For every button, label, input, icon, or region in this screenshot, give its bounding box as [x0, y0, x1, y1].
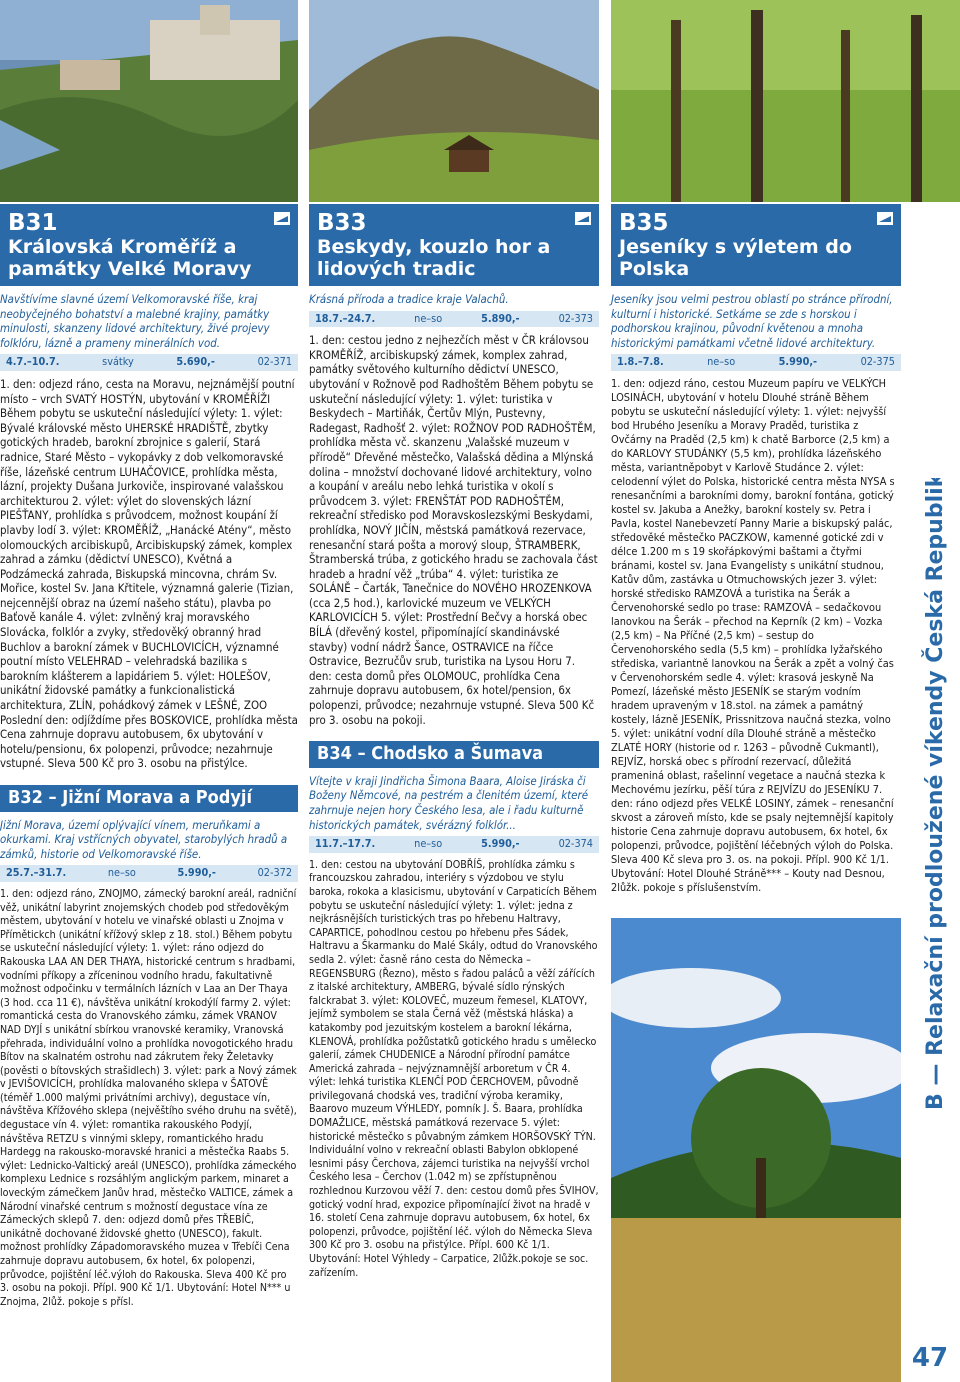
- b33-price: 5.890,-: [481, 311, 520, 325]
- b32-intro: Jižní Morava, území oplývající vínem, meruňkami a okurkami. Kraj vstřícných obyvatel, starobylých hradů a zámků, historie od Velkomoravské říše.: [0, 817, 288, 861]
- b33-ref: 02-373: [558, 311, 593, 325]
- b31-price: 5.690,-: [176, 355, 215, 369]
- b34-priceline: [309, 836, 599, 853]
- b32-program: 1. den: odjezd ráno, ZNOJMO, zámecký barokní areál, radniční věž, unikátní labyrint znojemských chodeb pod středověkým městem, ubytování v hotelu ve vinařské oblasti u Znojma v Přímětickch (unikátní křížový sklep z 18. stol.) Během pobytu se uskuteční následující výlety: 1. výlet: ráno odjezd do Rakouska LAA AN DER THAYA, historické centrum s hradbami, vodními příkopy a zříceninou vodního hradu, fakultativně možnost odpočinku v termálních lázních v Laa an Der Thaya (3 hod. cca 11 €), návštěva unikátní krokodýlí farmy 2. výlet: romantická cesta do Vranovského zámku, zámek VRANOV NAD DYJÍ s unikátní sbírkou vranovské keramiky, Vranovská přehrada, individuální volno a prohlídka novogotického hradu Bítov na skalnatém ostrohu nad zákrutem řeky Želetavky (pověsti o bítovských strašidlech) 3. výlet: park a Nový zámek v JEVIŠOVICÍCH, prohlídka malovaného sklepa v ŠATOVĚ (téměř 1.000 malými privátními archivy), degustace vín, návštěva Křížového sklepa (nejvěštího svého druhu na světě), degustace vín 4. výlet: romantika rakouského Podyjí, návštěva RETZU s vinnými sklepy, romantického hradu Hardegg na rakousko-moravské hranici a městečka Raabs 5. výlet: Lednicko-Valtický areál (UNESCO), prohlídka zámeckého komplexu Lednice s rozsáhlým anglickým parkem, minaret a loveckým zámečkem Janův hrad, městečko VALTICE, zámek a Národní vinařské centrum s možností degustace vína ze Zámeckých sklepů 7. den: odjezd domů přes TŘEBÍČ, unikátně dochované židovské ghetto (UNESCO), fakult. možnost prohlídky Západomoravského muzea v Třebíči Cena zahrnuje dopravu autobusem, 6x hotel, 6x polopenzi, průvodce, pojištění léč.výloh do Rakouska. Sleva 400 Kč pro 3. osobu na pokoji. Přípl. 900 Kč 1/1. Ubytování: Hotel N*** u Znojma, 2lůž. pokoje s přísl.: [0, 887, 297, 1308]
- b33-date: 18.7.–24.7.: [315, 311, 376, 325]
- b31-program: 1. den: odjezd ráno, cesta na Moravu, nejznámější poutní místo – vrch SVATÝ HOSTÝN, ubytování v KROMĚŘÍŽI Během pobytu se uskuteční následující výlety: 1. výlet: Bývalé královské město UHERSKÉ HRADIŠTĚ, zbytky gotických hradeb, barokní zbrojnice s galerií, Stará radnice, Staré Město – vykopávky z dob velkomoravské říše, lázeňské centrum LUHAČOVICE, prohlídka města, lázní, projekty Dušana Jurkoviče, inspirované valašskou architekturou 2. výlet: výlet do slovenských lázní PIEŠŤANY, prohlídka s průvodcem, možnost koupání ží plavby lodí 3. výlet: KROMĚŘÍŽ, „Hanácké Atény“, město olomouckých arcibiskupů, Arcibiskupský zámek, komplex zahrad a zámku (dědictví UNESCO), Květná a Podzámecká zahrada, Biskupská mincovna, chrám Sv. Mořice, kostel Sv. Jana Křtitele, významná galerie (Tizian, nejcennější obraz na území našeho státu), plavba po Baťově kanále 4. výlet: zvlněný kraj moravského Slovácka, folklór a zvyky, středověký obranný hrad Buchlov a barokní zámek v BUCHLOVICÍCH, významné poutní místo VELEHRAD – velehradská bazilika s barokním klášterem a lapidáriem 5. výlet: HOLEŠOV, unikátní židovské památky a funkcionalistická architektura, ZLÍN, pohádkový zámek v LEŠNÉ, ZOO Poslední den: odjíždíme přes BOSKOVICE, prohlídka města Cena zahrnuje dopravu autobusem, 6x ubytování v hotelu/pensionu, 6x polopenzi, průvodce; nezahrnuje vstupné. Sleva 500 Kč pro 3. osobu na přistýlce.: [0, 376, 298, 771]
- b35-header: [611, 204, 901, 286]
- b32-title: B32 – Jižní Morava a Podyjí: [0, 785, 298, 812]
- b34-price: 5.990,-: [481, 837, 520, 851]
- photo-jeseniky-meadow: [611, 918, 901, 1382]
- b35-title: Jeseníky s výletem do Polska: [619, 236, 852, 280]
- b33-program: 1. den: cestou jedno z nejhezčích měst v ČR královsou KROMĚŘÍŽ, arcibiskupský zámek, komplex zahrad, památky světového kulturního dědictví UNESCO, ubytování v Rožnově pod Radhoštěm Během pobytu se uskuteční následující výlety: 1. výlet: turistika v Beskydech – Martiňák, Čertův Mlýn, Pustevny, Radegast, Radhošť 2. výlet: ROŽNOV POD RADHOŠTĚM, prohlídka města vč. skanzenu „Valašské muzeum v přírodě“ Dřevěné městečko, Valašská dědina a Mlýnská dolina – množství dochované lidové architektury, volno a koupání v areálu nebo lehká turistika v okolí s průvodcem 3. výlet: FRENŠTÁT POD RADHOŠTĚM, rekreační středisko pod Moravskoslezskými Beskydami, prohlídka, NOVÝ JIČÍN, městská památková rezervace, renesanční stará pošta a morový sloup, ŠTRAMBERK, Štramberská trúba, z gotického hradu se zachovala část hradeb a hradní věž „trúba“ 4. výlet: turistika ze SOLÁNĚ – Čarták, Tanečnice do NOVÉHO HROZENKOVA (cca 2,5 hod.), karlovické muzeum ve VELKÝCH KARLOVICÍCH 5. výlet: Prostřední Bečvy a horská obec BÍLÁ (dřevěný kostel, připomínající skandinávské stavby) vodní nádrž Šance, OSTRAVICE na říčce Ostravice, Bezručův srub, turistika na Lysou Horu 7. den: cesta domů přes OLOMOUC, prohlídka Cena zahrnuje dopravu autobusem, 6x hotel/pension, 6x polopenzi, průvodce; nezahrnuje vstupné. Sleva 500 Kč pro 3. osobu na pokoji.: [309, 333, 598, 727]
- b33-days: ne–so: [414, 311, 443, 325]
- b35-priceline: [611, 354, 901, 371]
- b31-intro: Navštívíme slavné území Velkomoravské říše, kraj neobyčejného bohatství a malebné krajiny, památky minulosti, skanzeny lidové architektury, živé projevy folklóru, lázně a prameny minerálních vod.: [0, 292, 270, 350]
- b31-priceline: [0, 354, 298, 371]
- column-b35: [611, 204, 901, 895]
- photo-castle-village: [0, 0, 298, 202]
- b32-price: 5.990,-: [177, 866, 216, 880]
- b31-code: B31: [8, 210, 58, 236]
- b31-header: [0, 204, 298, 286]
- b31-ref: 02-371: [257, 355, 292, 369]
- bus-icon: [877, 212, 893, 225]
- b35-code: B35: [619, 210, 669, 236]
- b31-days: svátky: [102, 355, 134, 369]
- b33-intro: Krásná příroda a tradice kraje Valachů.: [309, 292, 509, 306]
- b35-program: 1. den: odjezd ráno, cestou Muzeum papíru ve VELKÝCH LOSINÁCH, ubytování v hotelu Dlouhé stráně Během pobytu se uskuteční následující výlety: 1. výlet: nejvyšší bod Hrubého Jeseníku a Moravy Praděd, turistika z Ovčárny na Praděd (2,5 km) k chatě Barborce (2,5 km) a do KARLOVY STUDÁNKY (5,5 km), prohlídka lázeňského města, variantněpobyt v Karlově Studánce 2. výlet: celodenní výlet do Polska, historické centra města NYSA s renesančními a barokními domy, barokní fontána, gotický kostel sv. Jakuba a Anežky, barokní kostely sv. Petra i Pavla, kostel Nanebevzetí Panny Marie a biskupský palác, středověké městečko PACZKOW, kamenné gotické zdi v délce 1.200 m s 19 skořápkovými baštami a čtyřmi bránami, kostel sv. Jana Evangelisty s unikátní studnou, Katův dům, zastávka u Otmuchowských jezer 3. výlet: horské středisko RAMZOVÁ a turistika na Šerák a Červenohorské sedlo po trase: RAMZOVÁ – sedačkovou lanovkou na Šerák – přechod na Keprník (2 km) – Vozka (2,5 km) – Na Příčné (2,5 km) – sestup do Červenohorského sedla (5,5 km) – prohlídka lyžařského střediska, variantně lanovkou na Šerák a zpět a volný čas v Červenohorském sedle 4. výlet: krasová jeskyně Na Pomezí, lázeňské město JESENÍK se starým vodním hradem upraveným v 18.stol. na zámek a památný kostely, lázně JESENÍK, Prissnitzova naučná stezka, volno 5. výlet: unikátní vodní díla Dlouhé stráně a městečko ZLATÉ HORY (historie od r. 1263 – původně Cukmantl), REJVÍZ, horská obec s přírodní rezervací, důležitá prameniná oblast, rašelinní vegetace a naučná stezka k Mechovému jezírku, pěší túra z REJVÍZU do JESENÍKU 7. den: ráno odjezd přes VELKÉ LOSINY, zámek – renesanční skvost a zároveň místo, kde se psaly nejtemnější kapitoly historie Cena zahrnuje dopravu autobusem, 6x hotel, 6x polopenzi, průvodce, pojištění léčebných výloh do Polska. Sleva 400 Kč sleva pro 3. os. na pokoji. Přípl. 900 Kč 1/1. Ubytování: Hotel Dlouhé Stráně*** – Kouty nad Desnou, 2lůžk. pokoje s příslušenstvím.: [611, 376, 895, 894]
- column-b33-b34: [309, 204, 599, 1280]
- b35-ref: 02-375: [860, 355, 895, 369]
- b33-header: [309, 204, 599, 286]
- b31-date: 4.7.–10.7.: [6, 355, 60, 369]
- b35-intro: Jeseníky jsou velmi pestrou oblastí po stránce přírodní, kulturní i historické. Setkáme se zde s horskou i podhorskou krajinou, původní květenou a mnoha historickými památkami včetně lidové architektury.: [611, 292, 893, 350]
- b33-title: Beskydy, kouzlo hor a lidových tradic: [317, 236, 551, 280]
- b34-intro: Vítejte v kraji Jindřicha Šimona Baara, Aloise Jiráska či Boženy Němcové, na pestrém a členitém území, které zahrnuje nejen hory Českého lesa, ale i řadu kulturně historických památek, svérázný folklór...: [309, 773, 589, 832]
- photo-beskydy-mountain: [309, 0, 599, 202]
- b34-program: 1. den: cestou na ubytování DOBŘÍŠ, prohlídka zámku s francouzskou zahradou, interiéry s výzdobou ve stylu baroka, rokoka a klasicismu, ubytování v Carpaticích Během pobytu se uskuteční následující výlety: 1. výlet: jedna z nejkrásnějších turistických tras po hřebenu Haltravy, CAPARTICE, pohodlnou cestou po hřebenu přes Sádek, Haltravu a Škarmanku do Malé Skály, odtud do Vranovského sedla 2. výlet: časně ráno cesta do Německa – REGENSBURG (Řezno), město s řadou paláců a věží zářících z italské architektury, AMBERG, bývalé sídlo rýnských falckrabat 3. výlet: KOLOVEČ, muzeum řemesel, KLATOVY, jejímž symbolem se stala Černá věž (městská hláska) a katakomby pod jezuitským kostelem a barokní lékárna, KLENOVÁ, prohlídka požůstatků gotického hradu s umělecko galerií, zámek CHUDENICE a Národní přírodní památce Americká zahrada – nejvýznamnější arboretum v ČR 4. výlet: lehká turistika KLENČÍ POD ČERCHOVEM, původně privilegovaná chodská ves, tradiční výroba keramiky, Baarovo muzeum VÝHLEDY, pomník J. Š. Baara, prohlídka DOMAŽLICE, městská památková rezervace 5. výlet: historické městečko s půvabným zámkem HORŠOVSKÝ TÝN. Individuální volno v rekreační oblasti Babylon obklopené lesnimi pásy Čerchova, zájemci turistika na nejvyšší vrchol Českého lesa – Čerchov (1.042 m) se zpřístupněnou rozhlednou Kurzovou věží 7. den: cestou domů přes ŠVIHOV, gotický vodní hrad, expozice připomínající život na hradě v 16. století Cena zahrnuje dopravu autobusem, 6x hotel, 6x polopenzi, průvodce, pojištění léč. výloh do Německa Sleva 300 Kč pro 3. osobu na přistýlce. Přípl. 600 Kč 1/1. Ubytování: Hotel Výhledy – Carpatice, 2lůžk.pokoje se soc. zařízením.: [309, 858, 599, 1279]
- b33-code: B33: [317, 210, 367, 236]
- b33-priceline: [309, 311, 599, 328]
- b32-days: ne–so: [107, 866, 136, 880]
- b34-ref: 02-374: [558, 837, 593, 851]
- b34-days: ne–so: [414, 837, 443, 851]
- b35-price: 5.990,-: [778, 355, 818, 369]
- b34-title: B34 – Chodsko a Šumava: [309, 741, 599, 768]
- photo-forest: [611, 0, 960, 202]
- b35-days: ne–so: [707, 355, 736, 369]
- bus-icon: [575, 212, 591, 225]
- b32-ref: 02-372: [257, 866, 292, 880]
- b34-date: 11.7.–17.7.: [315, 837, 376, 851]
- sidebar-text: B — Relaxační prodloužené víkendy Česká Republika: [923, 478, 948, 1110]
- b31-title: Královská Kroměříž a památky Velké Moravy: [8, 236, 252, 280]
- b32-date: 25.7.–31.7.: [6, 866, 67, 880]
- sidebar-vertical-title: [906, 478, 954, 1118]
- page-number-box: [905, 1338, 955, 1378]
- bus-icon: [274, 212, 290, 225]
- page-number: 47: [911, 1343, 949, 1373]
- column-b31-b32: [0, 204, 298, 1309]
- b35-date: 1.8.–7.8.: [617, 355, 664, 369]
- b32-priceline: [0, 865, 298, 882]
